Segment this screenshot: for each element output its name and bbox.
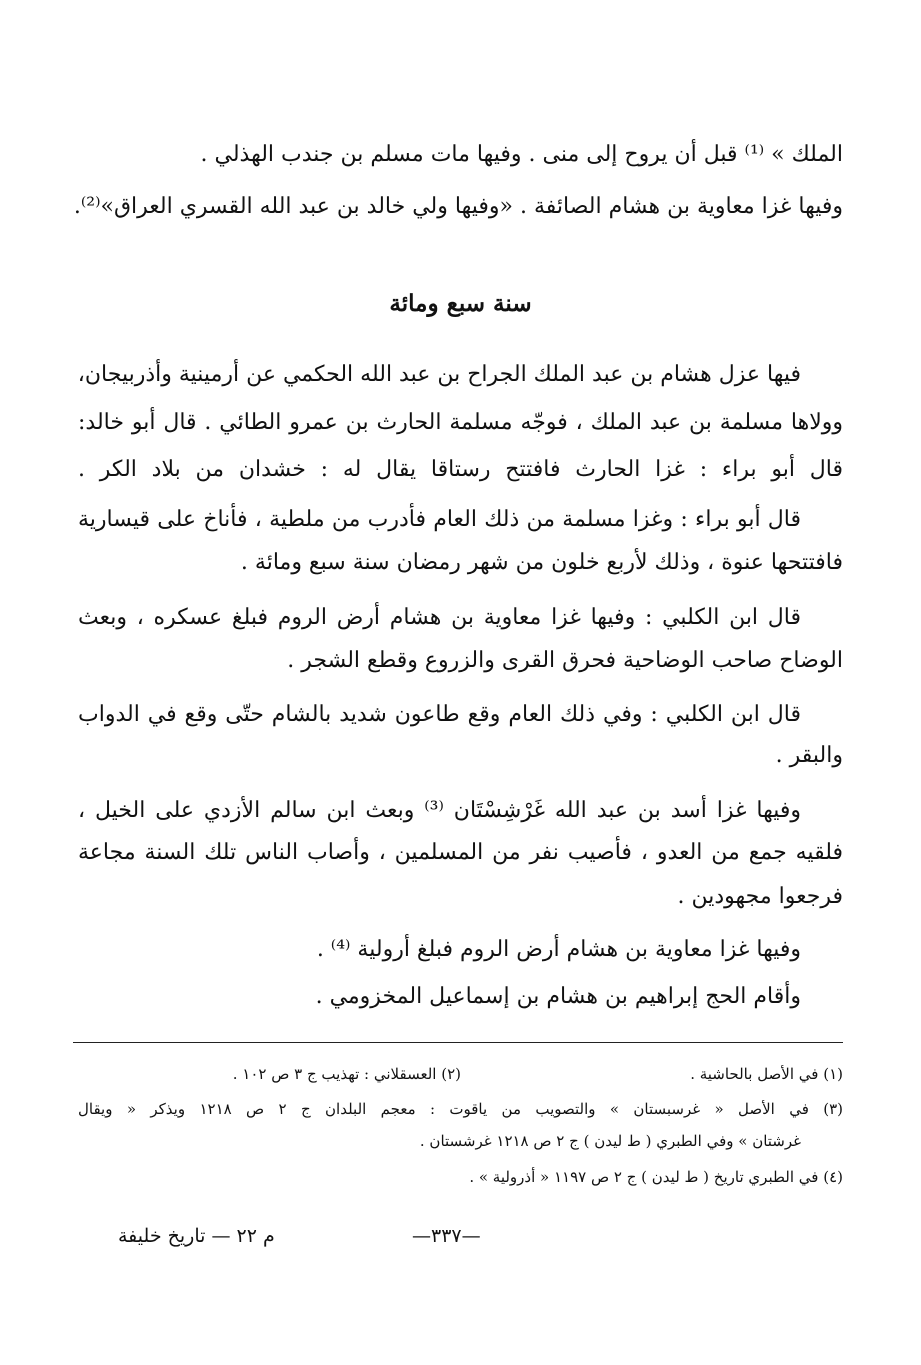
page-number: —٣٣٧— xyxy=(412,1225,481,1247)
footnote: (٣) في الأصل « غرسبستان » والتصويب من ياقوت : معجم البلدان ج ٢ ص ١٢١٨ ويذكر « ويقال xyxy=(78,1100,843,1118)
text-line: وفيها غزا معاوية بن هشام الصائفة . «وفيها ولي خالد بن عبد الله القسري العراق»⁽²⁾. xyxy=(73,194,843,219)
text-line: الوضاح صاحب الوضاحية فحرق القرى والزروع وقطع الشجر . xyxy=(287,648,843,673)
footnote-separator xyxy=(73,1042,843,1043)
text-line: وفيها غزا معاوية بن هشام أرض الروم فبلغ أرولية ⁽⁴⁾ . xyxy=(316,937,801,962)
footnote: (٤) في الطبري تاريخ ( ط ليدن ) ج ٢ ص ١١٩٧ « أذرولية » . xyxy=(469,1168,843,1186)
text-line: وفيها غزا أسد بن عبد الله غَرْشِسْتَان ⁽³⁾ وبعث ابن سالم الأزدي على الخيل ، xyxy=(78,798,801,823)
text-line: وأقام الحج إبراهيم بن هشام بن إسماعيل المخزومي . xyxy=(315,984,801,1009)
text-line: قال أبو براء : وغزا مسلمة من ذلك العام فأدرب من ملطية ، فأناخ على قيسارية xyxy=(78,507,802,532)
footnote: (١) في الأصل بالحاشية . xyxy=(690,1065,843,1083)
text-line: قال ابن الكلبي : وفي ذلك العام وقع طاعون شديد بالشام حتّى وقع في الدواب xyxy=(78,702,801,727)
text-line: فيها عزل هشام بن عبد الملك الجراح بن عبد الله الحكمي عن أرمينية وأذربيجان، xyxy=(77,362,801,387)
footnote: غرشتان » وفي الطبري ( ط ليدن ) ج ٢ ص ١٢١٨ غرشستان . xyxy=(419,1132,801,1150)
text-line: الملك » ⁽¹⁾ قبل أن يروح إلى منى . وفيها مات مسلم بن جندب الهذلي . xyxy=(200,142,843,167)
text-line: قال ابن الكلبي : وفيها غزا معاوية بن هشام أرض الروم فبلغ عسكره ، وبعث xyxy=(78,605,801,630)
text-line: قال أبو براء : غزا الحارث فافتتح رستاقا يقال له : خشدان من بلاد الكر . xyxy=(78,457,843,482)
signature-mark: م ٢٢ — تاريخ خليفة xyxy=(118,1225,275,1247)
text-line: فرجعوا مجهودين . xyxy=(677,884,843,909)
footnote: (٢) العسقلاني : تهذيب ج ٣ ص ١٠٢ . xyxy=(232,1065,461,1083)
section-heading: سنة سبع ومائة xyxy=(389,290,532,317)
text-line: والبقر . xyxy=(775,743,843,768)
text-line: فافتتحها عنوة ، وذلك لأربع خلون من شهر رمضان سنة سبع ومائة . xyxy=(240,550,843,575)
text-line: فلقيه جمع من العدو ، فأصيب نفر من المسلمين ، وأصاب الناس تلك السنة مجاعة xyxy=(78,840,843,865)
text-line: وولاها مسلمة بن عبد الملك ، فوجّه مسلمة الحارث بن عمرو الطائي . قال أبو خالد: xyxy=(78,410,843,435)
